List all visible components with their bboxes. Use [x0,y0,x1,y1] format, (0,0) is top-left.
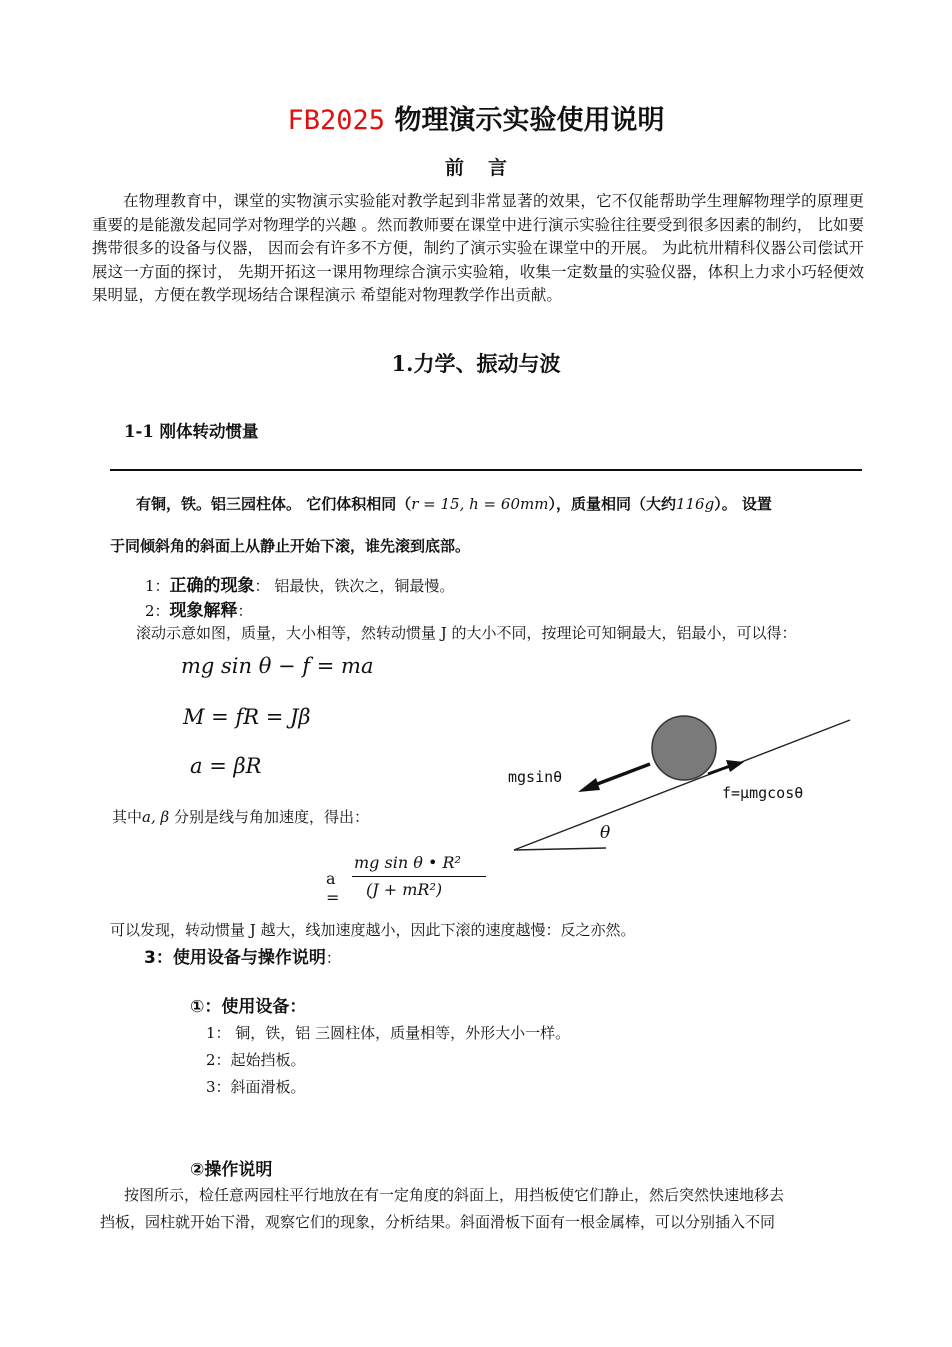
section-3-colon: ： [325,949,341,967]
gravity-component-arrow [592,764,650,786]
where-symbols: a, β [142,808,170,826]
explanation-item [145,596,253,621]
question-dimensions: r = 15, h = 60mm [411,495,549,513]
equation-2: M = fR = Jβ [183,705,311,729]
incline-base [514,848,606,850]
preface-body [92,190,864,308]
equipment-item: 1： 铜，铁，铝 三圆柱体，质量相等，外形大小一样。 [206,1024,571,1042]
friction-arrow-head [726,760,744,772]
incline-diagram [500,708,860,862]
item-number: 1： [145,577,170,595]
cylinder-ball [652,716,716,780]
where-text: 分别是线与角加速度，得出： [169,808,369,826]
observation-item [145,571,454,596]
document-title [0,98,952,137]
divider-line [110,469,862,471]
question-line-2: 于同倾斜角的斜面上从静止开始下滚，谁先滚到底部。 [110,537,471,555]
where-clause [112,806,369,827]
item-label: 正确的现象 [169,576,255,596]
question-text-c: ）。 设置 [714,495,772,513]
subsection-title: 1-1 刚体转动惯量 [124,422,259,441]
section-title: 1.力学、振动与波 [391,351,561,376]
label-angle: θ [600,823,611,843]
fraction-bar [352,876,486,877]
section-3-label: 3：使用设备与操作说明 [144,948,326,968]
item-label: 现象解释 [169,601,238,621]
question-text-b: ），质量相同（大约 [548,495,676,513]
formula-lhs: a = [326,869,340,907]
equipment-heading: ①：使用设备： [190,997,307,1017]
incline-diagram-svg [500,708,860,858]
operation-text-line-2: 挡板，园柱就开始下滑，观察它们的现象，分析结果。斜面滑板下面有一根金属棒，可以分别插入不同 [100,1213,776,1231]
question-mass: 116g [675,495,715,513]
label-mgsin: mgsinθ [508,768,563,786]
item-colon: ： [237,602,253,620]
question-line-1 [136,493,772,514]
explanation-text: 滚动示意如图，质量，大小相等，然转动惯量 J 的大小不同，按理论可知铜最大，铝最小，可以得： [136,624,797,642]
where-prefix: 其中 [112,808,143,826]
conclusion-text: 可以发现，转动惯量 J 越大，线加速度越小，因此下滚的速度越慢：反之亦然。 [110,921,636,939]
gravity-arrow-head [578,778,600,792]
equipment-item: 3：斜面滑板。 [206,1078,306,1096]
item-text: ： 铝最快，铁次之，铜最慢。 [254,577,455,595]
preface-heading [0,153,952,180]
equation-3: a = βR [190,754,262,778]
friction-arrow [708,766,730,774]
operation-text-line-1: 按图所示，检任意两园柱平行地放在有一定角度的斜面上，用挡板使它们静止，然后突然快速地移去 [124,1186,785,1204]
formula-denominator: (J + mR²) [366,880,443,899]
item-number: 2： [145,602,170,620]
title-code: FB2025 [287,105,386,136]
equation-1: mg sin θ − f = ma [181,654,374,678]
section-3-title [144,943,341,968]
preface-heading-char-1: 前 [444,157,464,179]
preface-heading-char-2: 言 [488,157,508,179]
title-text: 物理演示实验使用说明 [385,105,665,136]
formula-numerator: mg sin θ • R² [354,853,461,872]
operation-heading: ②操作说明 [190,1160,273,1180]
preface-paragraph: 在物理教育中，课堂的实物演示实验能对教学起到非常显著的效果，它不仅能帮助学生理解物理学的原理更重要的是能激发起同学对物理学的兴趣 。然而教师要在课堂中进行演示实验往往要受到很多因素的制约， 比如要携带很多的设备与仪器， 因而会有许多不方便，制约了演示实验在课堂中的开展。 为此杭卅精科仪器公司偿试开展这一方面的探讨， 先期开拓这一课用物理综合演示实验箱，收集一定数量的实验仪器，体积上力求小巧轻便效果明显，方便在教学现场结合课程演示 希望能对物理教学作出贡献。 [92,192,864,304]
question-text-a: 有铜，铁。铝三园柱体。 它们体积相同（ [136,495,412,513]
equipment-item: 2：起始挡板。 [206,1051,306,1069]
label-friction: f=μmgcosθ [722,784,804,802]
